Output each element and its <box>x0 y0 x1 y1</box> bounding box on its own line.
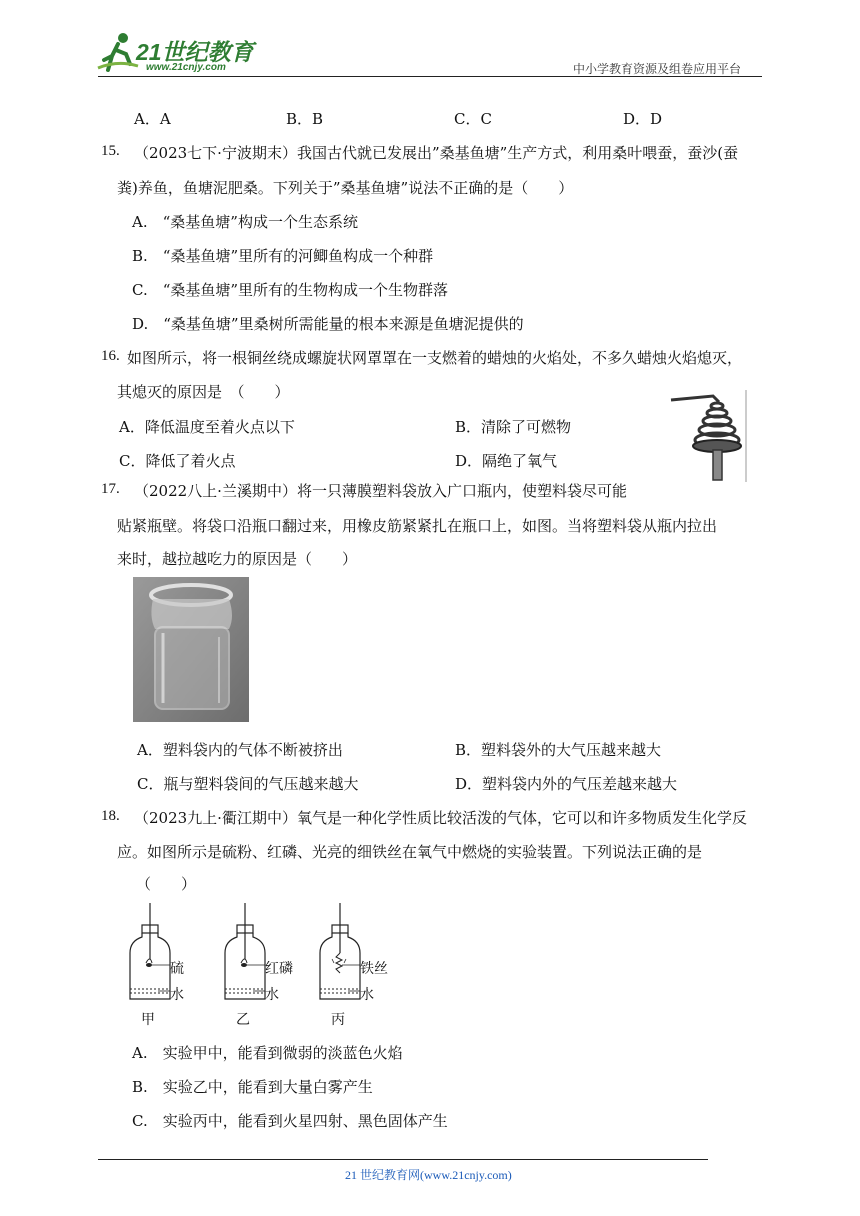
q18-number: 18. <box>101 808 120 824</box>
q17-option-b: B．塑料袋外的大气压越来越大 <box>455 741 662 759</box>
caption-jia: 甲 <box>141 1012 155 1028</box>
q15-option-b: B. “桑基鱼塘”里所有的河鲫鱼构成一个种群 <box>132 247 434 265</box>
label-red-phosphorus: 红磷 <box>265 961 293 977</box>
q14-option-b: B．B <box>286 110 324 128</box>
q16-stem-line1: 如图所示，将一根铜丝绕成螺旋状网罩罩在一支燃着的蜡烛的火焰处，不多久蜡烛火焰熄灭， <box>127 349 743 367</box>
label-water-yi: 水 <box>265 987 279 1003</box>
label-water-bing: 水 <box>360 987 374 1003</box>
q15-option-c: C. “桑基鱼塘”里所有的生物构成一个生物群落 <box>132 281 449 299</box>
jar-photo <box>133 577 249 726</box>
platform-name: 中小学教育资源及组卷应用平台 <box>573 62 742 76</box>
q17-stem-line2: 贴紧瓶壁。将袋口沿瓶口翻过来，用橡皮筋紧紧扎在瓶口上，如图。当将塑料袋从瓶内拉出 <box>117 517 718 535</box>
q14-option-a: A．A <box>134 110 171 128</box>
header-divider <box>98 76 762 77</box>
combustion-apparatus-figure <box>128 903 398 1029</box>
running-man-icon <box>96 30 140 74</box>
q17-stem-line1: （2022八上·兰溪期中）将一只薄膜塑料袋放入广口瓶内，使塑料袋尽可能 <box>134 482 627 500</box>
caption-yi: 乙 <box>236 1012 250 1028</box>
q16-option-b: B．清除了可燃物 <box>455 418 572 436</box>
label-iron-wire: 铁丝 <box>360 961 388 977</box>
footer-link[interactable]: 21 世纪教育网(www.21cnjy.com) <box>345 1168 512 1182</box>
q18-option-a: A. 实验甲中，能看到微弱的淡蓝色火焰 <box>132 1044 403 1062</box>
candle-coil-figure <box>657 388 749 488</box>
q16-stem-line2: 其熄灭的原因是 （ ） <box>117 383 290 401</box>
q15-number: 15. <box>101 143 120 159</box>
caption-bing: 丙 <box>331 1012 345 1028</box>
bottle-yi <box>225 903 265 999</box>
q17-number: 17. <box>101 481 120 497</box>
q15-option-a: A. “桑基鱼塘”构成一个生态系统 <box>132 213 358 231</box>
q17-option-d: D．塑料袋内外的气压差越来越大 <box>455 775 678 793</box>
footer-divider <box>98 1159 708 1160</box>
q18-stem-line1: （2023九上·衢江期中）氧气是一种化学性质比较活泼的气体，它可以和许多物质发生化学反 <box>134 809 747 827</box>
q15-stem-line2: 粪)养鱼，鱼塘泥肥桑。下列关于”桑基鱼塘”说法不正确的是（ ） <box>117 179 574 197</box>
q17-option-c: C．瓶与塑料袋间的气压越来越大 <box>137 775 359 793</box>
q17-option-a: A．塑料袋内的气体不断被挤出 <box>137 741 343 759</box>
q16-option-c: C．降低了着火点 <box>119 452 236 470</box>
bottle-bing <box>320 903 360 999</box>
q17-stem-line3: 来时，越拉越吃力的原因是（ ） <box>117 550 358 568</box>
logo-url: www.21cnjy.com <box>146 62 226 73</box>
q15-stem-line1: （2023七下·宁波期末）我国古代就已发展出”桑基鱼塘”生产方式，利用桑叶喂蚕，蚕沙(蚕 <box>134 144 739 162</box>
q14-option-c: C．C <box>454 110 492 128</box>
site-logo <box>96 30 266 78</box>
q15-option-d: D. “桑基鱼塘”里桑树所需能量的根本来源是鱼塘泥提供的 <box>132 315 524 333</box>
q16-option-d: D．隔绝了氧气 <box>455 452 558 470</box>
q16-number: 16. <box>101 348 120 364</box>
label-sulfur: 硫 <box>170 961 184 977</box>
q18-stem-line2: 应。如图所示是硫粉、红磷、光亮的细铁丝在氧气中燃烧的实验装置。下列说法正确的是 <box>117 843 703 861</box>
q18-stem-line3: （ ） <box>136 875 197 893</box>
q16-option-a: A．降低温度至着火点以下 <box>119 418 295 436</box>
q18-option-b: B. 实验乙中，能看到大量白雾产生 <box>132 1078 373 1096</box>
q18-option-c: C. 实验丙中，能看到火星四射、黑色固体产生 <box>132 1112 448 1130</box>
bottle-jia <box>130 903 170 999</box>
q14-option-d: D．D <box>623 110 663 128</box>
logo-text: 21世纪教育 <box>136 39 254 65</box>
label-water-jia: 水 <box>170 987 184 1003</box>
